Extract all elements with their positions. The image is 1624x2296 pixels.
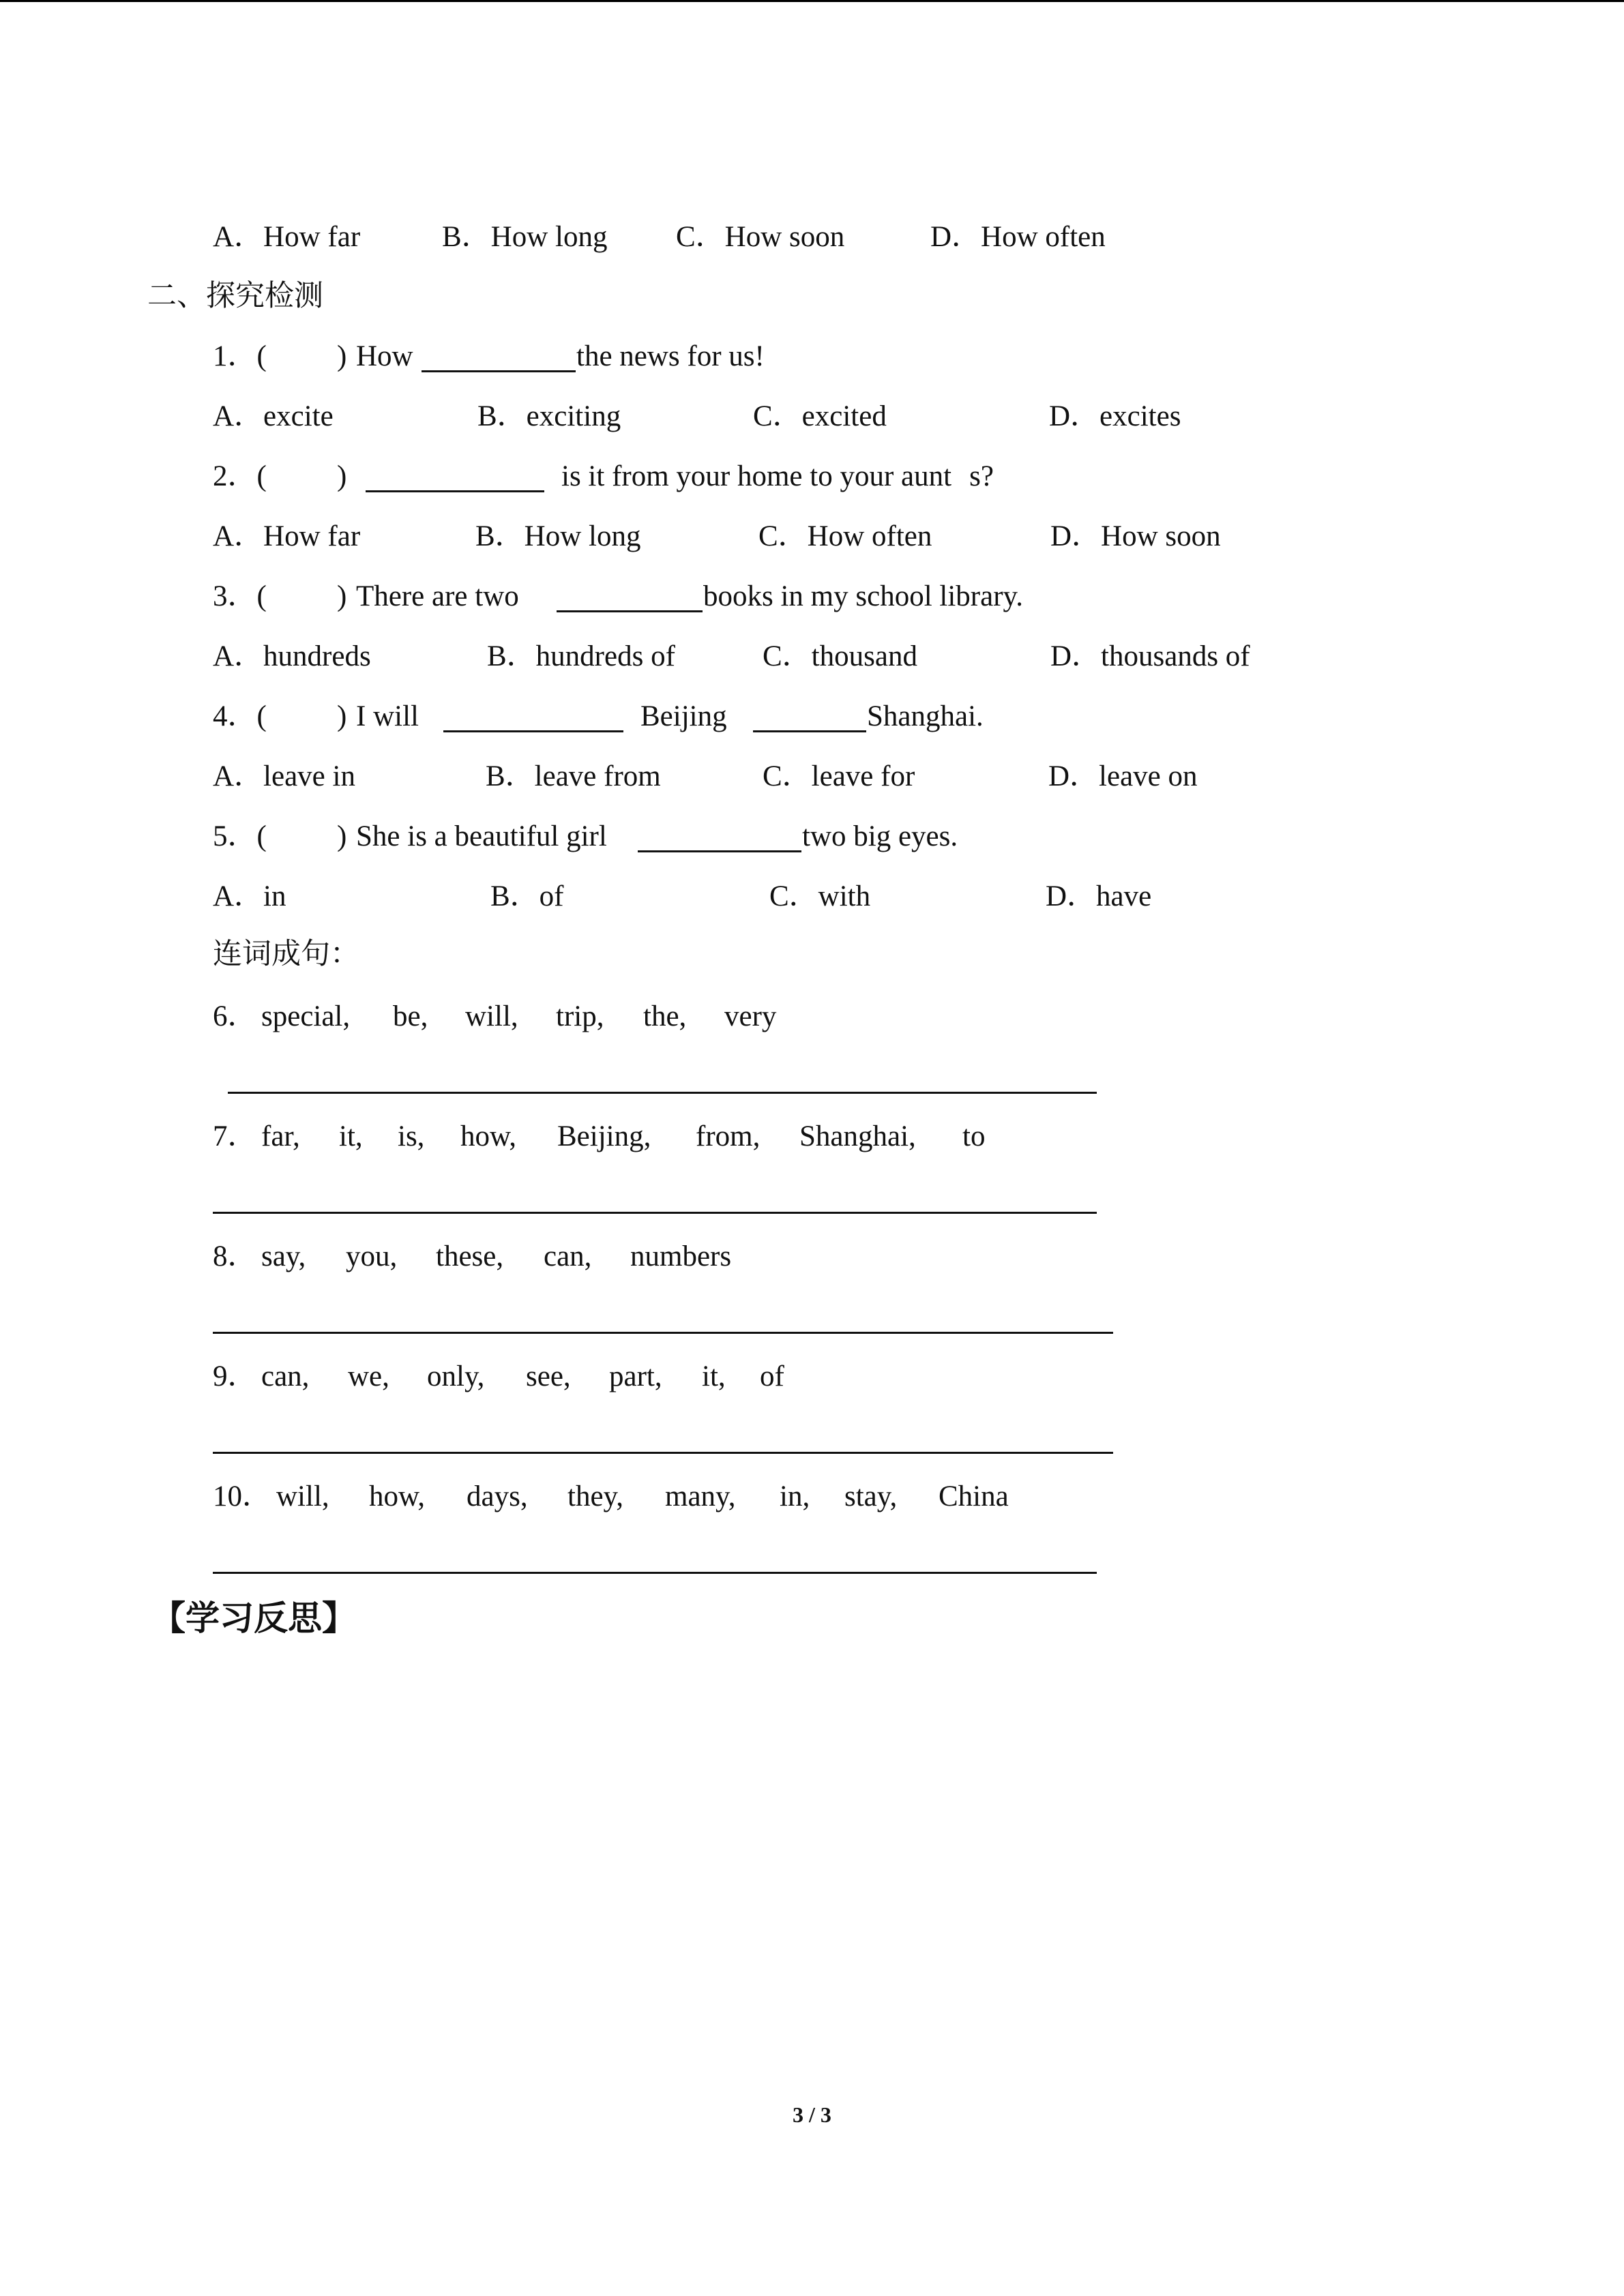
wo7-word: it, <box>339 1120 363 1152</box>
q2-answer-blank[interactable] <box>366 490 544 492</box>
q2-close-paren: ) <box>337 460 347 492</box>
section-title: 二、探究检测 <box>147 279 323 313</box>
wo9-word: we, <box>348 1360 389 1392</box>
q3-text-before: There are two <box>356 580 519 612</box>
wo7-word: to <box>962 1120 986 1152</box>
q4-option-d: D．leave on <box>1048 760 1198 792</box>
q4-answer-blank-2[interactable] <box>753 730 866 732</box>
wo8-number: 8． <box>213 1240 257 1272</box>
wo8-answer-line[interactable] <box>213 1332 1113 1334</box>
wo7-word: from, <box>696 1120 761 1152</box>
wo7-answer-line[interactable] <box>213 1212 1097 1214</box>
q4-close-paren: ) <box>337 700 347 732</box>
wo9-word: it, <box>702 1360 726 1392</box>
page-number: 3 / 3 <box>793 2102 831 2127</box>
wo8-word: these, <box>436 1240 504 1272</box>
wo8-word: can, <box>544 1240 592 1272</box>
q5-option-a: A．in <box>213 880 286 912</box>
q3-number: 3．( <box>213 580 267 612</box>
wo6-word: very <box>724 1000 777 1032</box>
q3-answer-blank[interactable] <box>557 610 703 612</box>
wo10-word: they, <box>567 1480 623 1512</box>
q3-text-after: books in my school library. <box>703 580 1023 612</box>
q5-text-after: two big eyes. <box>802 820 958 852</box>
wo7-word: how, <box>460 1120 517 1152</box>
q4-option-b: B．leave from <box>486 760 661 792</box>
q5-answer-blank[interactable] <box>638 850 801 852</box>
q5-option-b: B．of <box>490 880 564 912</box>
wo9-answer-line[interactable] <box>213 1452 1113 1454</box>
prev-option-a: A．How far <box>213 221 361 253</box>
wo7-word: Shanghai, <box>799 1120 916 1152</box>
q1-option-d: D．excites <box>1049 400 1181 432</box>
wo6-word: the, <box>643 1000 687 1032</box>
wo9-word: only, <box>427 1360 485 1392</box>
q4-text-before: I will <box>356 700 419 732</box>
q4-answer-blank-1[interactable] <box>443 730 623 732</box>
q4-option-c: C．leave for <box>763 760 915 792</box>
q1-option-c: C．excited <box>753 400 887 432</box>
wo10-word: will, <box>276 1480 329 1512</box>
reflection-heading: 【学习反思】 <box>151 1598 356 1638</box>
q4-number: 4．( <box>213 700 267 732</box>
prev-option-c: C．How soon <box>676 221 845 253</box>
wo10-word: in, <box>780 1480 810 1512</box>
q3-option-d: D．thousands of <box>1050 640 1250 672</box>
wo6-answer-line[interactable] <box>228 1092 1097 1094</box>
q5-option-c: C．with <box>769 880 871 912</box>
prev-option-d: D．How often <box>930 221 1106 253</box>
wo7-word: far, <box>261 1120 300 1152</box>
wo10-word: stay, <box>844 1480 898 1512</box>
wo6-word: trip, <box>556 1000 604 1032</box>
q1-answer-blank[interactable] <box>422 370 576 372</box>
page-top-border <box>0 0 1624 2</box>
q1-text-before: How <box>356 340 413 372</box>
wo7-word: is, <box>398 1120 425 1152</box>
wo9-number: 9． <box>213 1360 257 1392</box>
wo10-word: China <box>939 1480 1009 1512</box>
q5-number: 5．( <box>213 820 267 852</box>
q2-option-a: A．How far <box>213 520 361 552</box>
wo9-word: of <box>760 1360 784 1392</box>
q1-option-a: A．excite <box>213 400 334 432</box>
wo8-word: you, <box>346 1240 398 1272</box>
q2-text-after: is it from your home to your aunts? <box>561 460 994 492</box>
wo8-word: say, <box>261 1240 306 1272</box>
wo6-word: be, <box>393 1000 428 1032</box>
wo10-answer-line[interactable] <box>213 1572 1097 1574</box>
wo9-word: can, <box>261 1360 310 1392</box>
wo6-word: special, <box>261 1000 351 1032</box>
wo10-number: 10． <box>213 1480 271 1512</box>
word-order-title: 连词成句： <box>213 937 359 971</box>
q3-option-c: C．thousand <box>763 640 917 672</box>
q2-option-d: D．How soon <box>1050 520 1221 552</box>
q4-text-middle: Beijing <box>640 700 727 732</box>
q4-option-a: A．leave in <box>213 760 355 792</box>
wo7-word: Beijing, <box>557 1120 651 1152</box>
q4-text-after: Shanghai. <box>867 700 984 732</box>
q1-close-paren: ) <box>337 340 347 372</box>
wo10-word: how, <box>369 1480 426 1512</box>
q5-close-paren: ) <box>337 820 347 852</box>
wo6-number: 6． <box>213 1000 257 1032</box>
q5-option-d: D．have <box>1046 880 1152 912</box>
q3-option-b: B．hundreds of <box>487 640 675 672</box>
q3-option-a: A．hundreds <box>213 640 371 672</box>
wo9-word: see, <box>526 1360 571 1392</box>
q1-option-b: B．exciting <box>477 400 621 432</box>
q2-number: 2．( <box>213 460 267 492</box>
q2-option-b: B．How long <box>475 520 641 552</box>
wo9-word: part, <box>609 1360 662 1392</box>
wo10-word: days, <box>467 1480 528 1512</box>
wo6-word: will, <box>465 1000 518 1032</box>
wo10-word: many, <box>665 1480 736 1512</box>
q2-option-c: C．How often <box>758 520 932 552</box>
wo7-number: 7． <box>213 1120 257 1152</box>
q1-text-after: the news for us! <box>576 340 765 372</box>
wo8-word: numbers <box>630 1240 732 1272</box>
prev-option-b: B．How long <box>442 221 608 253</box>
q5-text-before: She is a beautiful girl <box>356 820 607 852</box>
q3-close-paren: ) <box>337 580 347 612</box>
q1-number: 1．( <box>213 340 267 372</box>
